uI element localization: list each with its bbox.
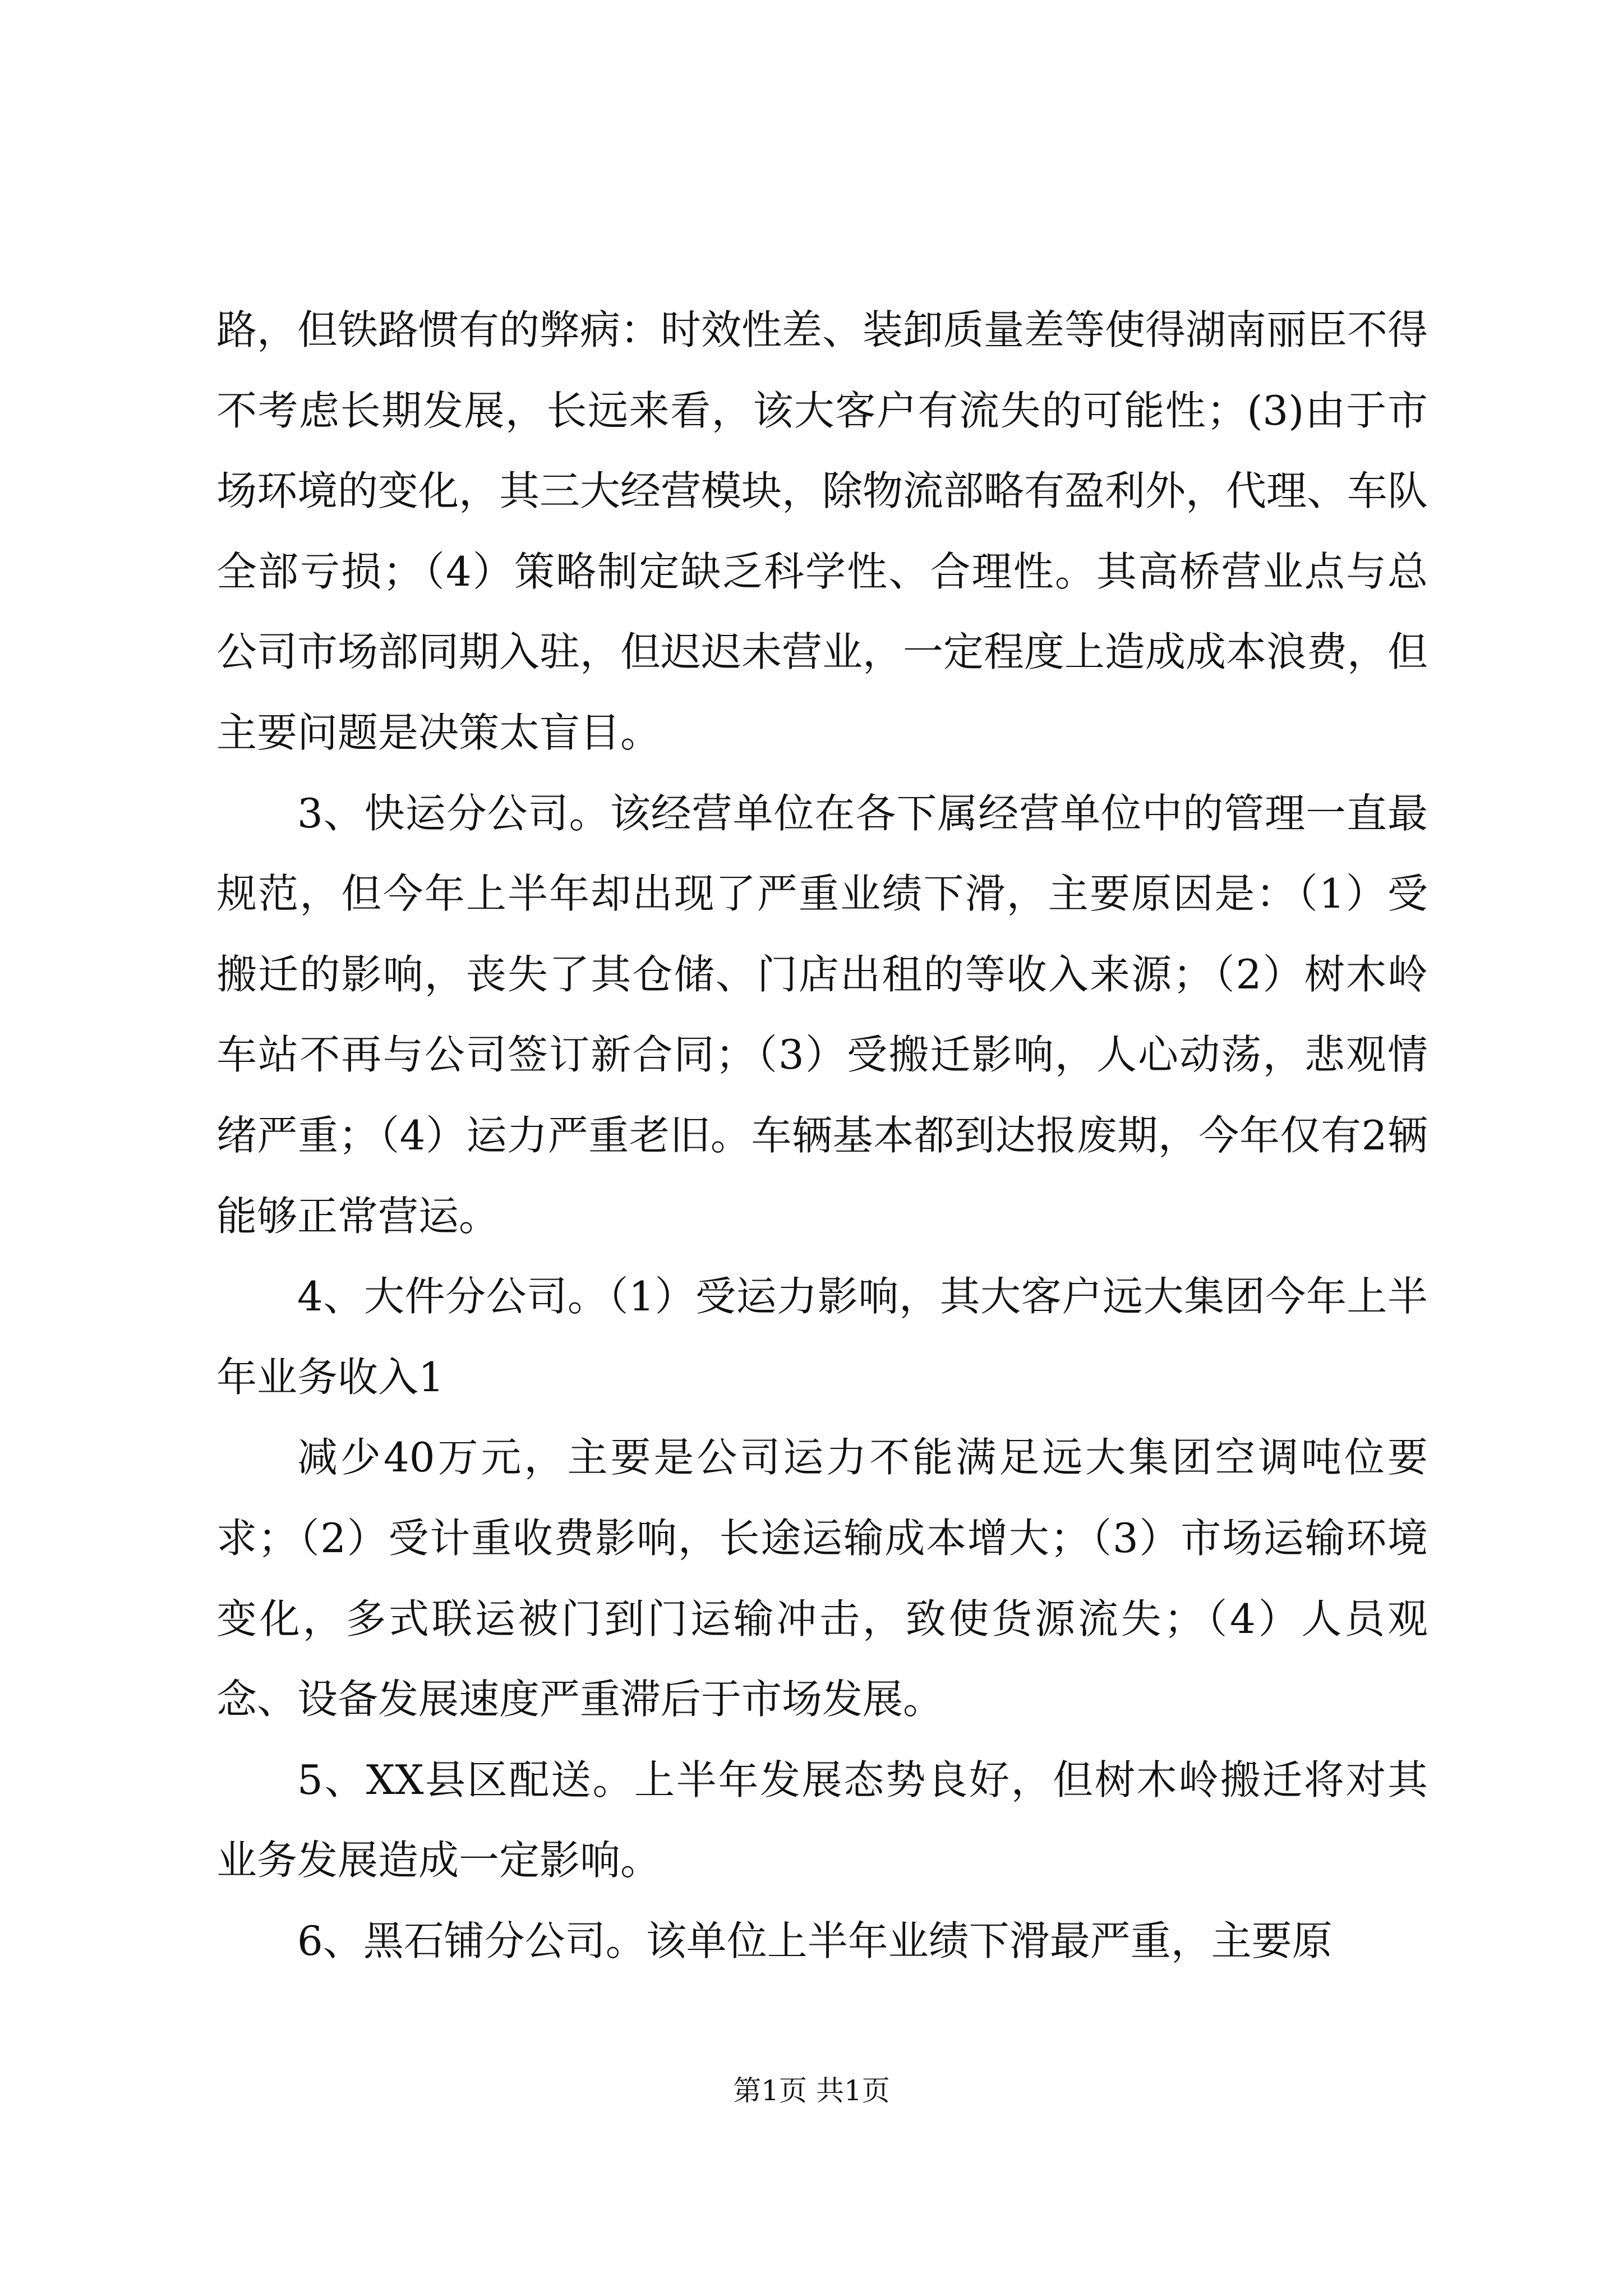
paragraph-express-branch: 3、快运分公司。该经营单位在各下属经营单位中的管理一直最规范，但今年上半年却出现了严重业绩下滑，主要原因是：（1）受搬迁的影响，丧失了其仓储、门店出租的等收入来源；（2）树木岭车站不再与公司签订新合同；（3）受搬迁影响，人心动荡，悲观情绪严重；（4）运力严重老旧。车辆基本都到达报废期，今年仅有2辆能够正常营运。 (216, 789, 1428, 1240)
paragraph-heavy-cargo-branch: 4、大件分公司。（1）受运力影响，其大客户远大集团今年上半年业务收入1 (216, 1273, 1428, 1401)
document-body (216, 290, 1428, 1981)
paragraph-continuation: 路，但铁路惯有的弊病：时效性差、装卸质量差等使得湖南丽臣不得不考虑长期发展，长远来看，该大客户有流失的可能性；(3)由于市场环境的变化，其三大经营模块，除物流部略有盈利外，代理、车队全部亏损；（4）策略制定缺乏科学性、合理性。其高桥营业点与总公司市场部同期入驻，但迟迟未营业，一定程度上造成成本浪费，但主要问题是决策太盲目。 (216, 306, 1428, 756)
paragraph-heishipu-branch: 6、黑石铺分公司。该单位上半年业绩下滑最严重，主要原 (297, 1917, 1332, 1964)
paragraph-county-delivery: 5、XX县区配送。上半年发展态势良好，但树木岭搬迁将对其业务发展造成一定影响。 (216, 1756, 1428, 1884)
page-number-footer: 第1页 共1页 (733, 2074, 890, 2107)
paragraph-heavy-cargo-continued: 减少40万元，主要是公司运力不能满足远大集团空调吨位要求；（2）受计重收费影响，长途运输成本增大；（3）市场运输环境变化，多式联运被门到门运输冲击，致使货源流失；（4）人员观念、设备发展速度严重滞后于市场发展。 (216, 1434, 1428, 1723)
